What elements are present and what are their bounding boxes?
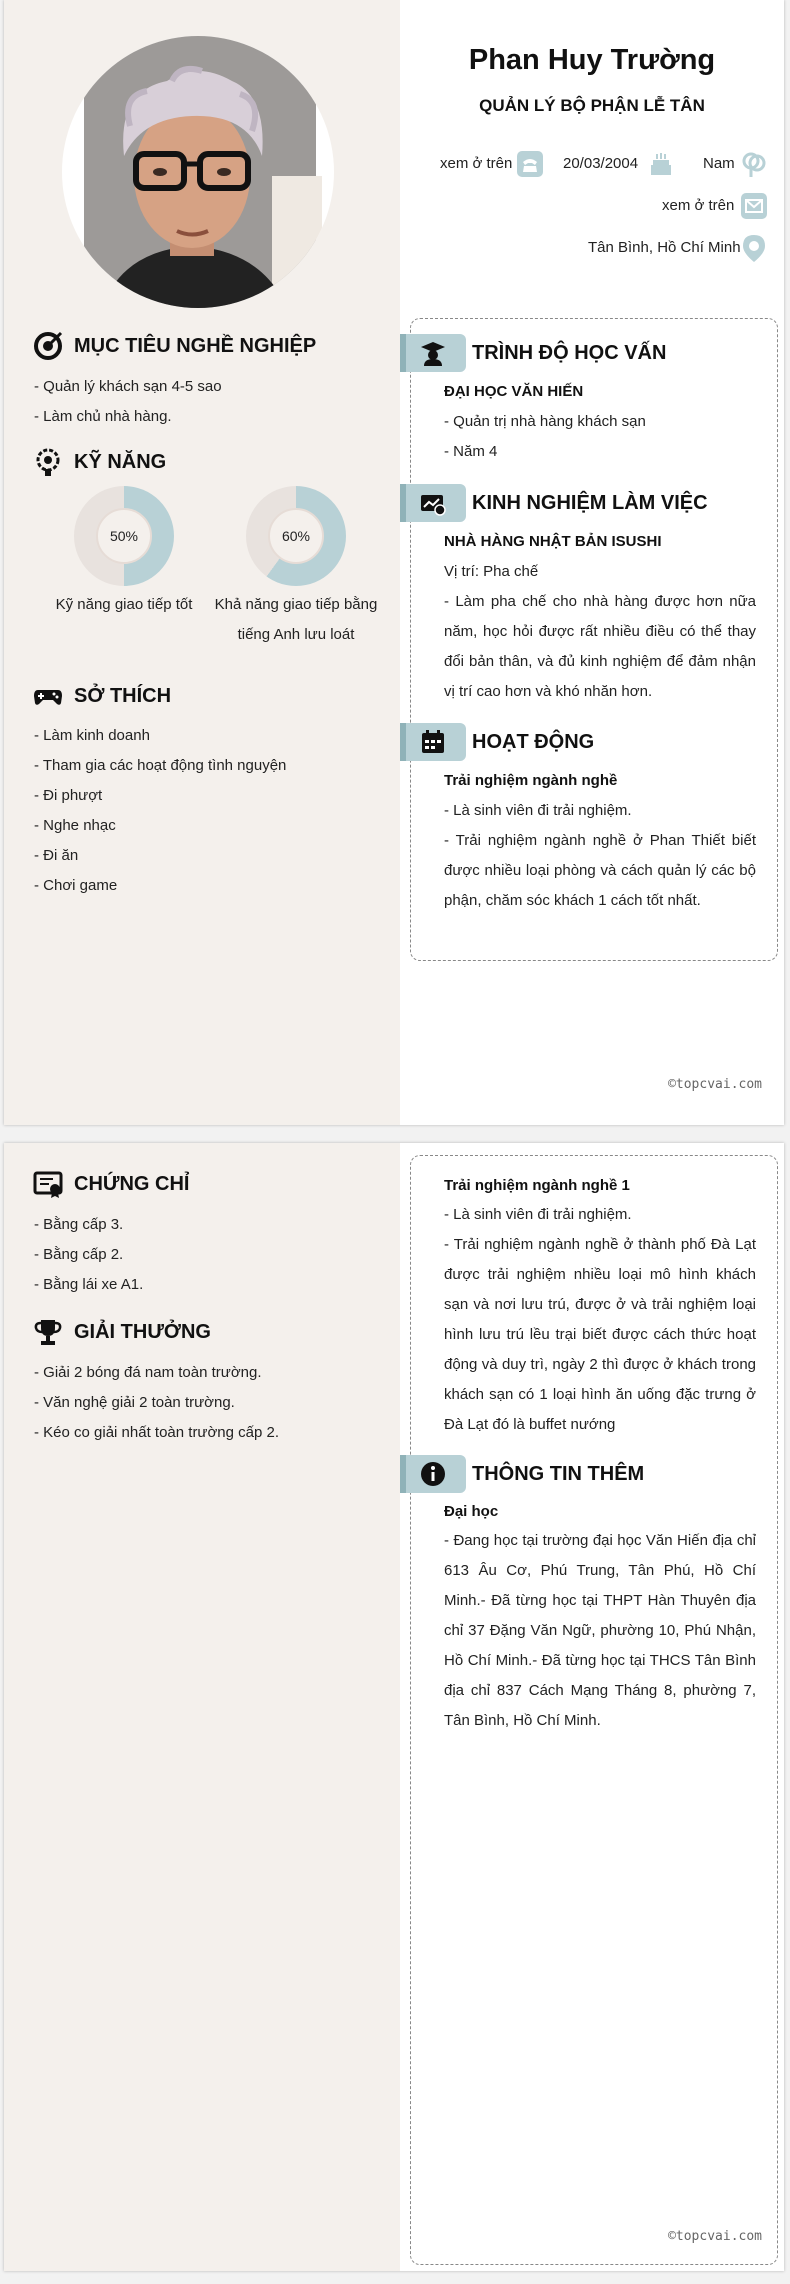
email-icon <box>739 191 769 221</box>
hobbies-title: SỞ THÍCH <box>74 684 172 707</box>
candidate-name: Phan Huy Trường <box>468 44 716 76</box>
hobby-item: - Làm kinh doanh <box>34 727 150 744</box>
gender-icon <box>739 149 769 179</box>
experience-title: KINH NGHIỆM LÀM VIỆC <box>472 491 708 514</box>
location-pin-icon <box>739 233 769 263</box>
certificate-icon <box>32 1168 64 1200</box>
trophy-icon <box>32 1316 64 1348</box>
info-icon <box>400 1455 466 1493</box>
gender-value: Nam <box>703 155 735 172</box>
watermark: ©topcvai.com <box>668 1077 762 1092</box>
birthday-cake-icon <box>646 149 676 179</box>
cv-page-1 <box>4 0 784 1125</box>
education-title: TRÌNH ĐỘ HỌC VẤN <box>472 341 667 364</box>
phone-value: xem ở trên <box>440 155 513 172</box>
activities-title: HOẠT ĐỘNG <box>472 730 595 753</box>
gamepad-icon <box>32 680 64 712</box>
education-line: - Năm 4 <box>444 443 498 460</box>
skill-progress-ring <box>246 486 346 586</box>
extra-info-title: THÔNG TIN THÊM <box>472 1462 645 1485</box>
phone-icon <box>515 149 545 179</box>
award-item: - Văn nghệ giải 2 toàn trường. <box>34 1394 235 1411</box>
calendar-icon <box>400 723 466 761</box>
award-item: - Giải 2 bóng đá nam toàn trường. <box>34 1364 262 1381</box>
experience-description: - Làm pha chế cho nhà hàng được hơn nữa năm, học hỏi được rất nhiều điều có thể thay đổi bản thân, và đủ kinh nghiệm để đảm nhận vị trí cao hơn và khó nhăn hơn. <box>444 593 756 700</box>
hobby-item: - Nghe nhạc <box>34 817 116 834</box>
skill-progress-ring <box>74 486 174 586</box>
brain-gear-icon <box>32 446 64 478</box>
awards-section-header <box>32 1316 211 1348</box>
hobbies-section-header <box>32 680 171 712</box>
activity-name: Trải nghiệm ngành nghề 1 <box>444 1177 630 1194</box>
skill-label: Kỹ năng giao tiếp tốt <box>55 596 193 613</box>
activity-name: Trải nghiệm ngành nghề <box>444 772 618 789</box>
activity-line: - Là sinh viên đi trải nghiệm. <box>444 1206 632 1223</box>
cv-page-2 <box>4 1143 784 2271</box>
extra-info-section-header <box>400 1455 644 1493</box>
job-position: Vị trí: Pha chế <box>444 563 539 580</box>
email-value: xem ở trên <box>662 197 735 214</box>
watermark: ©topcvai.com <box>668 2229 762 2244</box>
birthday-value: 20/03/2004 <box>563 155 639 172</box>
skills-title: KỸ NĂNG <box>74 450 167 473</box>
hobby-item: - Chơi game <box>34 877 118 894</box>
address-value: Tân Bình, Hồ Chí Minh <box>588 239 741 256</box>
certificate-item: - Bằng cấp 2. <box>34 1246 124 1263</box>
graduate-icon <box>400 334 466 372</box>
skill-label-cont: tiếng Anh lưu loát <box>237 626 355 643</box>
education-line: - Quản trị nhà hàng khách sạn <box>444 413 646 430</box>
skill-percent: 60% <box>268 508 324 564</box>
hobby-item: - Tham gia các hoạt động tình nguyện <box>34 757 287 774</box>
award-item: - Kéo co giải nhất toàn trường cấp 2. <box>34 1424 280 1441</box>
extra-info-subtitle: Đại học <box>444 1503 499 1520</box>
activity-description: - Trải nghiệm ngành nghề ở thành phố Đà Lạt được trải nghiệm nhiều loại mô hình khách sạn và nơi lưu trú, được ở và trải nghiệm loại hình lưu trú lều trại biết được cách thức hoạt động và duy trì, ngày 2 thì được ở khách trong khách sạn có 1 loại hình ăn uống đặc trưng ở Đà Lạt đó là buffet nướng <box>444 1236 756 1433</box>
hobby-item: - Đi phượt <box>34 787 103 804</box>
extra-info-text: - Đang học tại trường đại học Văn Hiến địa chỉ 613 Âu Cơ, Phú Trung, Tân Phú, Hồ Chí Minh.- Đã từng học tại THPT Hàn Thuyên địa chỉ 37 Đặng Văn Ngữ, phường 10, Phú Nhận, Hồ Chí Minh.- Đã từng học tại THCS Tân Bình địa chỉ 837 Cách Mạng Tháng 8, phường 7, Tân Bình, Hồ Chí Minh. <box>444 1532 756 1729</box>
skill-label: Khả năng giao tiếp bằng <box>214 596 378 613</box>
skill-percent: 50% <box>96 508 152 564</box>
activities-section-header <box>400 723 594 761</box>
skills-section-header <box>32 446 166 478</box>
certificates-title: CHỨNG CHỈ <box>74 1172 190 1195</box>
certificate-item: - Bằng lái xe A1. <box>34 1276 144 1293</box>
hobby-item: - Đi ăn <box>34 847 79 864</box>
avatar <box>62 36 334 308</box>
experience-section-header <box>400 484 708 522</box>
objective-item: - Làm chủ nhà hàng. <box>34 408 172 425</box>
school-name: ĐẠI HỌC VĂN HIẾN <box>444 383 584 400</box>
awards-title: GIẢI THƯỞNG <box>74 1320 211 1343</box>
education-section-header <box>400 334 666 372</box>
certificate-item: - Bằng cấp 3. <box>34 1216 124 1233</box>
briefcase-chart-icon <box>400 484 466 522</box>
activity-description: - Trải nghiệm ngành nghề ở Phan Thiết biết được nhiều loại phòng và cách quản lý các bộ phận, chăm sóc khách 1 cách tốt nhất. <box>444 832 756 909</box>
job-title: QUẢN LÝ BỘ PHẬN LỄ TÂN <box>479 96 705 115</box>
company-name: NHÀ HÀNG NHẬT BẢN ISUSHI <box>444 533 662 550</box>
objective-item: - Quản lý khách sạn 4-5 sao <box>34 378 222 395</box>
left-column <box>4 1143 400 2271</box>
objective-title: MỤC TIÊU NGHỀ NGHIỆP <box>74 334 317 357</box>
target-icon <box>32 330 64 362</box>
certificates-section-header <box>32 1168 189 1200</box>
objective-section-header <box>32 330 316 362</box>
activity-line: - Là sinh viên đi trải nghiệm. <box>444 802 632 819</box>
